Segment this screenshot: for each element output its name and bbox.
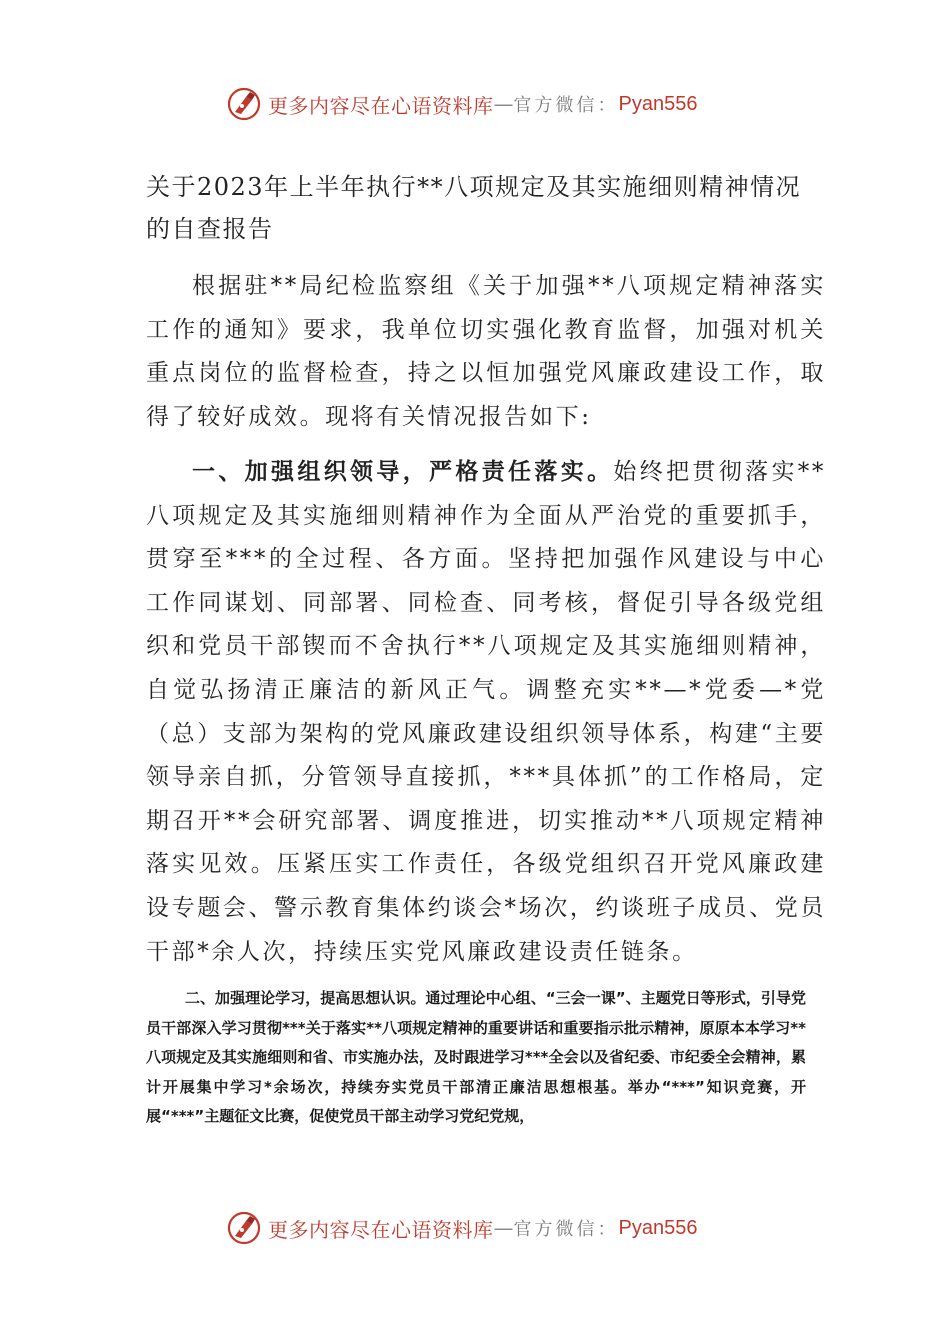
watermark-wechat-id: Pyan556 — [618, 1216, 698, 1239]
watermark-banner-bottom — [226, 1208, 746, 1248]
watermark-wechat-label: 官方微信： — [513, 95, 619, 116]
watermark-brand: 更多内容尽在心语资料库 — [268, 1217, 494, 1242]
watermark-wechat-label: 官方微信： — [513, 1219, 619, 1240]
watermark-separator: — — [493, 1216, 514, 1240]
document-title: 关于2023年上半年执行**八项规定及其实施细则精神情况的自查报告 — [146, 173, 802, 243]
watermark-separator: — — [493, 92, 514, 116]
section-2-paragraph: 二、加强理论学习，提高思想认识。通过理论中心组、“三会一课”、主题党日等形式，引导党员干部深入学习贯彻***关于落实**八项规定精神的重要讲话和重要指示批示精神，原原本本学习**八项规定及其实施细则和省、市实施办法，及时跟进学习***全会以及省纪委、市纪委全会精神，累计开展集中学习*余场次，持续夯实党员干部清正廉洁思想根基。举办“***”知识竞赛，开展“***”主题征文比赛，促使党员干部主动学习党纪党规， — [146, 989, 806, 1126]
pen-nib-logo-icon — [226, 86, 262, 122]
watermark-banner-top — [226, 84, 746, 124]
section-1-heading: 一、加强组织领导，严格责任落实。 — [192, 458, 614, 485]
intro-paragraph: 根据驻**局纪检监察组《关于加强**八项规定精神落实工作的通知》要求，我单位切实强化教育监督，加强对机关重点岗位的监督检查，持之以恒加强党风廉政建设工作，取得了较好成效。现将有关情况报告如下: — [146, 273, 826, 430]
watermark-wechat-id: Pyan556 — [618, 92, 698, 115]
section-1-paragraph — [146, 450, 826, 974]
pen-nib-logo-icon — [226, 1210, 262, 1246]
watermark-brand: 更多内容尽在心语资料库 — [268, 93, 494, 118]
section-1-body: 始终把贯彻落实**八项规定及其实施细则精神作为全面从严治党的重要抓手，贯穿至***的全过程、各方面。坚持把加强作风建设与中心工作同谋划、同部署、同检查、同考核，督促引导各级党组织和党员干部锲而不舍执行**八项规定及其实施细则精神，自觉弘扬清正廉洁的新风正气。调整充实**—*党委—*党（总）支部为架构的党风廉政建设组织领导体系，构建“主要领导亲自抓，分管领导直接抓，***具体抓”的工作格局，定期召开**会研究部署、调度推进，切实推动**八项规定精神落实见效。压紧压实工作责任，各级党组织召开党风廉政建设专题会、警示教育集体约谈会*场次，约谈班子成员、党员干部*余人次，持续压实党风廉政建设责任链条。 — [146, 459, 826, 965]
